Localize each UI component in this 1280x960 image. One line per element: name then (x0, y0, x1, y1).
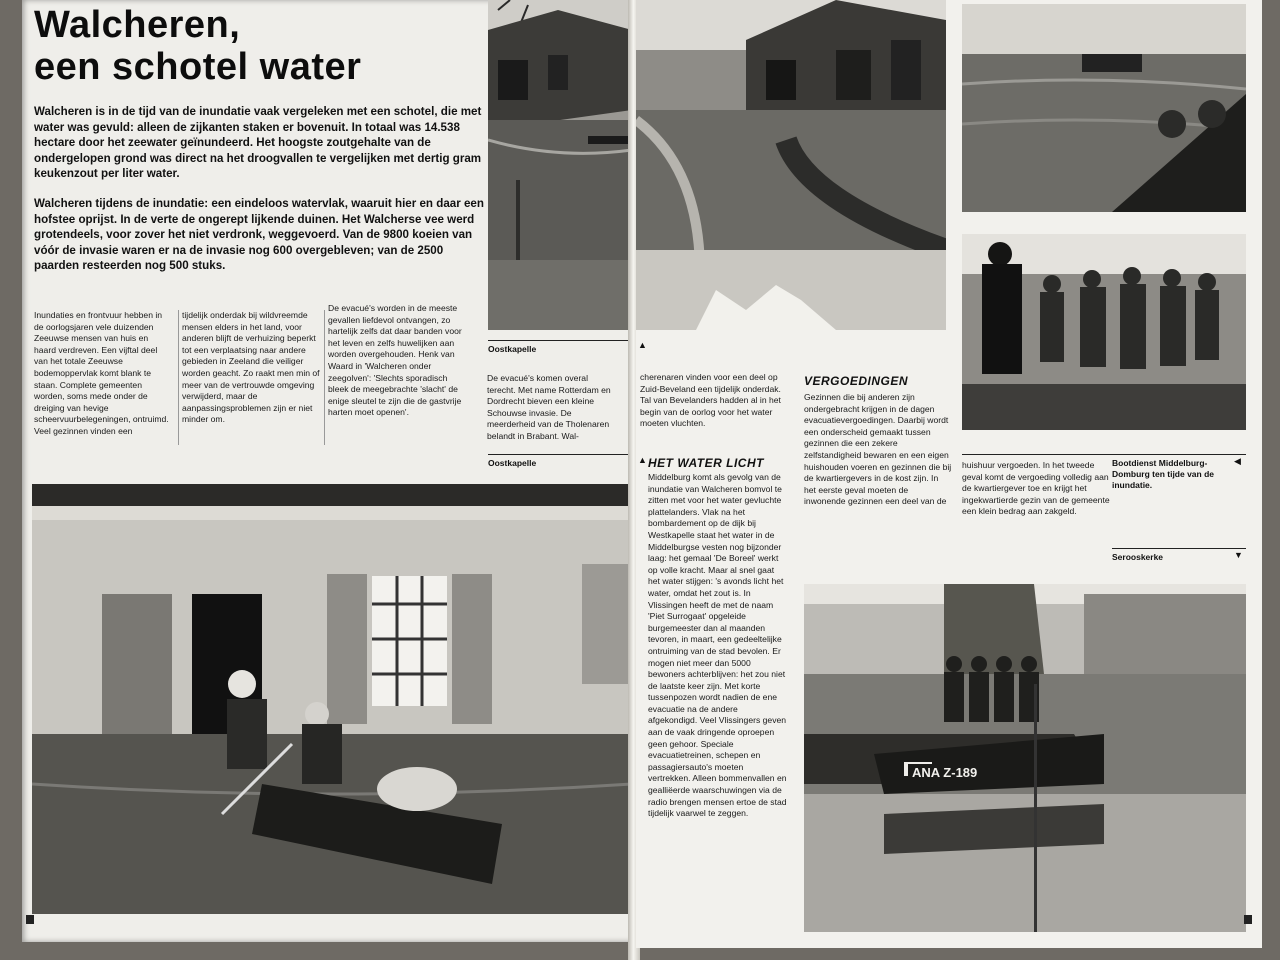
body-column-6: Middelburg komt als gevolg van de inundatie van Walcheren bomvol te zitten met voor het water gevluchte plattelanders. Vlak na het bombardement op de dijk bij Westkapelle staat het water in de Middelburgse vesten nog bijzonder laag: het gemaal 'De Boreel' werkt op volle kracht. Maar al snel gaat het water stijgen: 's avonds licht het water, omdat het zout is. In Vlissingen heeft de met de naam 'Piet Surrogaat' opgeleide burgemeester dan al maanden tevoren, in maart, een gedeeltelijke ontruiming van de stad bevolen. Er mogen niet meer dan 5000 bewoners achterblijven: het zou niet de laatste keer zijn. Met korte tussenpozen wordt nadien de ene evacuatie na de andere afgekondigd. Veel Vlissingers geven aan de vaak dringende oproepen geen gehoor. Speciale evacuatietreinen, schepen en passagiersauto's moeten vertrekken. Alleen bommenvallen en gealliëerde waarschuwingen via de radio brengen mensen ertoe de stad tijdelijk vaarwel te zeggen. (648, 472, 787, 819)
lead-paragraph-1: Walcheren is in de tijd van de inundatie vaak vergeleken met een schotel, die met water was gevuld: alleen de zijkanten staken er bovenuit. In totaal was 14.538 hectare door het zeewater geïnundeerd. Het hoogste zoutgehalte van de ondergelopen grond was direct na het droogvallen te vergelijken met dertig gram keukenzout per liter water. (34, 105, 482, 180)
body-column-4: De evacué's komen overal terecht. Met name Rotterdam en Dordrecht bieven een kleine Schouwse invasie. De meerderheid van de Tholenaren belandt in Brabant. Wal- (487, 373, 611, 441)
article-title (34, 4, 494, 88)
body-column-3: De evacué's worden in de meeste gevallen liefdevol ontvangen, zo hartelijk zelfs dat daar banden voor het leven en zelfs huwelijken aan worden overgehouden. Henk van Waard in 'Walcheren onder zeegolven': 'Slechts sporadisch bleek de meegebrachte 'slacht' de enige sleutel te zijn die de gastvrije harten moet openen'. (328, 303, 462, 418)
body-column-2: tijdelijk onderdak bij wildvreemde mensen elders in het land, voor anderen blijft de verhuizing beperkt tot een verplaatsing naar andere gebieden in Zeeland die veiliger worden geacht. Zo raakt men min of meer van de vertrouwde omgeving verwijderd, maar de aanpassingsproblemen zijn er niet minder om. (182, 310, 320, 425)
title-line-1: Walcheren, (34, 4, 241, 46)
caption-triangle-1: ▲ (638, 340, 647, 350)
body-column-5: cherenaren vinden voor een deel op Zuid-Beveland een tijdelijk onderdak. Tal van Bevelanders hadden al in het begin van de oorlog voor het water moeten vluchten. (640, 372, 781, 429)
left-page (22, 0, 632, 942)
column-divider (324, 310, 325, 445)
caption-triangle-3: ◀ (1234, 456, 1241, 466)
column-divider (178, 310, 179, 445)
caption-oostkapelle-2: Oostkapelle (488, 458, 537, 468)
body-column-1: Inundaties en frontvuur hebben in de oorlogsjaren vele duizenden Zeeuwse mensen van huis en haard verdreven. Een vijftal deel van het totale Zeeuwse bodemoppervlak komt blank te staan. Complete gemeenten worden, soms mede onder de dreiging van hevige scheervuurbelegeningen, ontruimd. Veel gezinnen vinden een (34, 310, 169, 436)
flooded-street-photo (488, 0, 632, 330)
body-column-7: Gezinnen die bij anderen zijn ondergebracht krijgen in de dagen evacuatievergoedingen. Daarbij wordt een onderscheid gemaakt tussen gezinnen die een zekere zelfstandigheid bewaren en een eigen huishouden voeren en gezinnen die bij de kwartiergevers in de kost zijn. In het eerste geval moeten de inwonende gezinnen een deel van de (804, 392, 952, 507)
title-line-2: een schotel water (34, 46, 362, 88)
flooded-street-horse-photo (636, 0, 946, 330)
lead-paragraph-2: Walcheren tijdens de inundatie: een eindeloos watervlak, waaruit hier en daar een hofstee oprijst. In de verte de ongerept lijkende duinen. Het Walcherse vee werd grotendeels, voor zover het niet verdronk, weggevoerd. Van de 9800 koeien van vóór de invasie waren er na de invasie nog 600 overgebleven; van de 2500 paarden resteerden nog 500 stuks. (34, 197, 484, 272)
caption-rule (962, 454, 1246, 455)
boat-on-water-photo (962, 4, 1246, 212)
subhead-het-water-licht: HET WATER LICHT (648, 456, 764, 470)
caption-oostkapelle-1: Oostkapelle (488, 344, 537, 354)
boat-z189-photo (804, 584, 1246, 932)
page-number-marker-left (26, 915, 34, 924)
boat-at-doorway-photo (32, 484, 632, 914)
people-on-boat-photo (962, 234, 1246, 430)
caption-triangle-4: ▼ (1234, 550, 1243, 560)
caption-rule (488, 340, 632, 341)
caption-serooskerke: Serooskerke (1112, 552, 1164, 562)
page-number-marker-right (1244, 915, 1252, 924)
right-page (636, 0, 1262, 948)
caption-bootdienst: Bootdienst Middelburg-Domburg ten tijde van de inundatie. (1112, 458, 1215, 490)
caption-rule (488, 454, 632, 455)
body-column-8: huishuur vergoeden. In het tweede geval komt de vergoeding volledig aan de kwartiergever toe en krijgt het ingekwartierde gezin van de gemeente een klein bedrag aan zakgeld. (962, 460, 1110, 517)
boat-registration-label: ANA Z-189 (908, 764, 981, 781)
caption-rule (1112, 548, 1246, 549)
caption-triangle-2: ▲ (638, 455, 647, 465)
subhead-vergoedingen: VERGOEDINGEN (804, 374, 909, 388)
